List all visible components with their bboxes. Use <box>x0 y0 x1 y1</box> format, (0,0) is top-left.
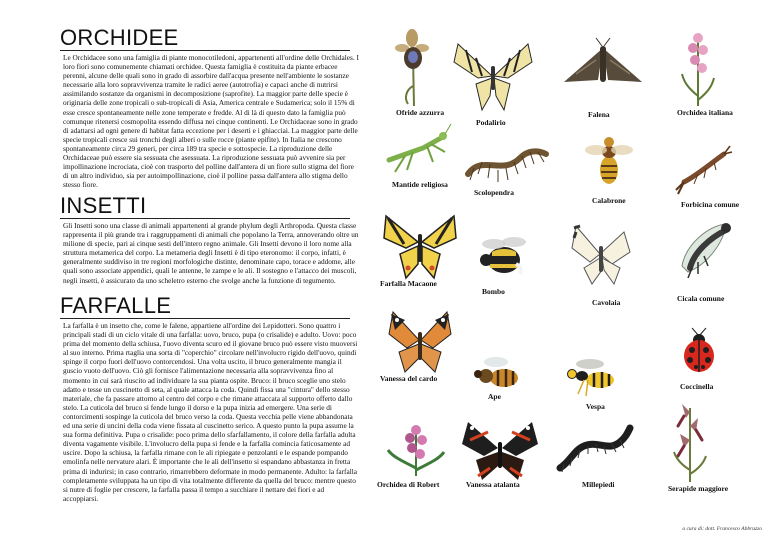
caption-vespa: Vespa <box>586 402 605 411</box>
caption-scolopendra: Scolopendra <box>474 188 515 197</box>
caption-millepiedi: Millepiedi <box>582 480 615 489</box>
credit: a cura di: dott. Francesco Abbruzzo <box>682 525 762 532</box>
caption-macaone: Farfalla Macaone <box>380 279 437 288</box>
caption-cavolaia: Cavolaia <box>592 298 621 307</box>
title-insetti: INSETTI <box>60 193 147 218</box>
caption-vanessa-atalanta: Vanessa atalanta <box>466 480 520 489</box>
earwig-icon <box>674 142 734 197</box>
caption-podalirio: Podalirio <box>476 118 506 127</box>
orchid-icon <box>668 398 712 482</box>
text-farfalle: La farfalla è un insetto che, come le falene, appartiene all'ordine dei Lepidotteri. Sono quattro i principali stadi di un ciclo vitale di una farfalla: uovo, bruco, pupa (o crisalide) e adulto. Uovo: poco prima del momento della schiusa, l'uovo diventa scuro ed il giovane bruco può essere visto muoversi al suo interno. Prima rtaglia una sorta di "coperchio" circolare nell'involucro rigido dell'uovo, quindi spinge il corpo fuori dell'uovo contorcendosi. Una volta uscito, il bruco generalmente mangia il guscio vuoto dell'uovo. Ciò gli fornisce l'alimentazione necessaria alla sopravvivenza fino al momento in cui sarà riuscito ad individuare la sua pianta ospite. Bruco: il bruco sceglie uno stelo adatto e tesse un cuscinetto di seta, al quale attacca la coda. Quindi fissa una "cintura" dello stesso materiale, che fa passare attorno al centro del corpo e che rimane attaccata al supporto offerto dallo stelo. La cuticola del bruco si fende lungo il dorso e la pupa inizia ad emergere. Una serie di contorcimenti sospinge la cuticola del bruco verso la coda. Questa vecchia pelle viene abbandonata ed una serie di uncini della coda viene fissata al cuscinetto serico. A questo punto la pupa assume la sua forma definitiva. Pupa o crisalide: poco prima dello sfarfallamento, il colore della farfalla adulta diventa vagamente visibile. L'involucro della pupa si fende e la farfalla comincia faticosamente ad uscire. Dopo la schiusa, la farfalla rimane con le ali ripiegate e penzolanti e le espande pompando emolinfa nelle nervature alari. È importante che le ali dell'insetto si espandano abbastanza in fretta prima di indurirsi; in caso contrario, rimarrebbero deformate in modo permanente. Adulto: la farfalla completamente sviluppata ha un tipo di vita totalmente differente da quella del bruco: mentre questo si nutre di foglie per crescere, la farfalla passa il tempo a succhiare il nettare dei fiori e ad accoppiarsi. <box>63 321 358 503</box>
caption-vanessa-cardo: Vanessa del cardo <box>380 374 438 383</box>
butterfly-icon <box>385 306 455 376</box>
text-orchidee: Le Orchidacee sono una famiglia di piante monocotiledoni, appartenenti all'ordine delle Orchidales. I loro fiori sono comunemente chiamati orchidee. Questa famiglia è costituita da piante erbacee perenni, alcune delle quali sono in grado di assorbire dall'acqua presente nell'ambiente le sostanze necessarie alla loro sopravvivenza tramite le radici aeree (autotrofia) e capaci anche di nutrirsi assimilando sostanze da organismi in decomposizione (saprofite). La maggior parte delle specie è originaria delle zone tropicali o sub-tropicali di Asia, America centrale e Sudamerica; solo il 15% di esse cresce spontaneamente nelle zone temperate e fredde. Al di là di questo dato la famiglia può comunque ritenersi cosmopolita essendo diffusa nei cinque continenti. Le Orchidaceae sono in grado di adattarsi ad ogni genere di habitat fatta eccezione per i deserti e i ghiacciai. La maggior parte delle specie tropicali cresce sui tronchi degli alberi o sulle rocce (piante epifite). In Italia ne crescono spontaneamente circa 29 generi, per circa 189 tra specie e sottospecie. La riproduzione delle Orchidaceae può essere sia sessuata che asessuata. La riproduzione sessuata può avvenire sia per impollinazione incrociata, cioè con trasporto del polline dall'antera di un fiore sullo stigma del fiore di un altro individuo, sia per autoimpollinazione, cioè il polline passa dall'antera allo stigma dello stesso fiore. <box>63 53 359 190</box>
rule-orchidee <box>60 50 350 51</box>
butterfly-icon <box>460 418 540 482</box>
caption-orchidea-italiana: Orchidea italiana <box>677 108 733 117</box>
caption-ape: Ape <box>488 392 501 401</box>
caption-cicala: Cicala comune <box>677 294 725 303</box>
bumblebee-icon <box>468 228 538 283</box>
millipede-icon <box>554 422 634 476</box>
caption-bombo: Bombo <box>482 287 505 296</box>
caption-ofride: Ofride azzurra <box>396 108 445 117</box>
orchid-icon <box>388 26 438 106</box>
centipede-icon <box>462 140 552 185</box>
moth-icon <box>558 36 648 106</box>
butterfly-icon <box>380 208 460 283</box>
hornet-icon <box>582 130 637 190</box>
title-orchidee: ORCHIDEE <box>60 25 179 50</box>
caption-orchidea-robert: Orchidea di Robert <box>377 480 440 489</box>
wasp-icon <box>562 346 622 401</box>
caption-falena: Falena <box>588 110 610 119</box>
caption-mantide: Mantide religiosa <box>392 180 448 189</box>
bee-icon <box>470 350 530 395</box>
rule-farfalle <box>60 318 350 319</box>
ladybug-icon <box>674 326 724 376</box>
orchid-icon <box>678 26 718 106</box>
mantis-icon <box>383 122 453 177</box>
text-insetti: Gli Insetti sono una classe di animali appartenenti al grande phylum degli Arthropoda. Questa classe rappresenta il più grande tra i raggruppamenti di animali che popolano la Terra, annoverando oltre un milione di specie, pari ai cinque sesti dell'intero regno animale. Gli Insetti devono il loro nome alla struttura metamerica del corpo. La metameria degli Insetti è di tipo eteronomo: il corpo, infatti, è generalmente suddiviso in tre regioni morfologiche distinte, denominate capo, torace e addome, alle quali sono associate appendici, quali le antenne, le zampe e le ali. Il sostegno e l'attacco dei muscoli, negli insetti, è assicurato da uno scheletro esterno che svolge anche la funzione di tegumento. <box>63 221 359 285</box>
butterfly-icon <box>448 36 538 116</box>
butterfly-icon <box>568 218 634 288</box>
caption-calabrone: Calabrone <box>592 196 626 205</box>
caption-coccinella: Coccinella <box>680 382 714 391</box>
rule-insetti <box>60 218 350 219</box>
cicada-icon <box>668 214 738 284</box>
title-farfalle: FARFALLE <box>60 293 172 318</box>
caption-forbicina: Forbicina comune <box>681 200 740 209</box>
caption-serapide: Serapide maggiore <box>668 484 729 493</box>
orchid-icon <box>386 420 446 476</box>
